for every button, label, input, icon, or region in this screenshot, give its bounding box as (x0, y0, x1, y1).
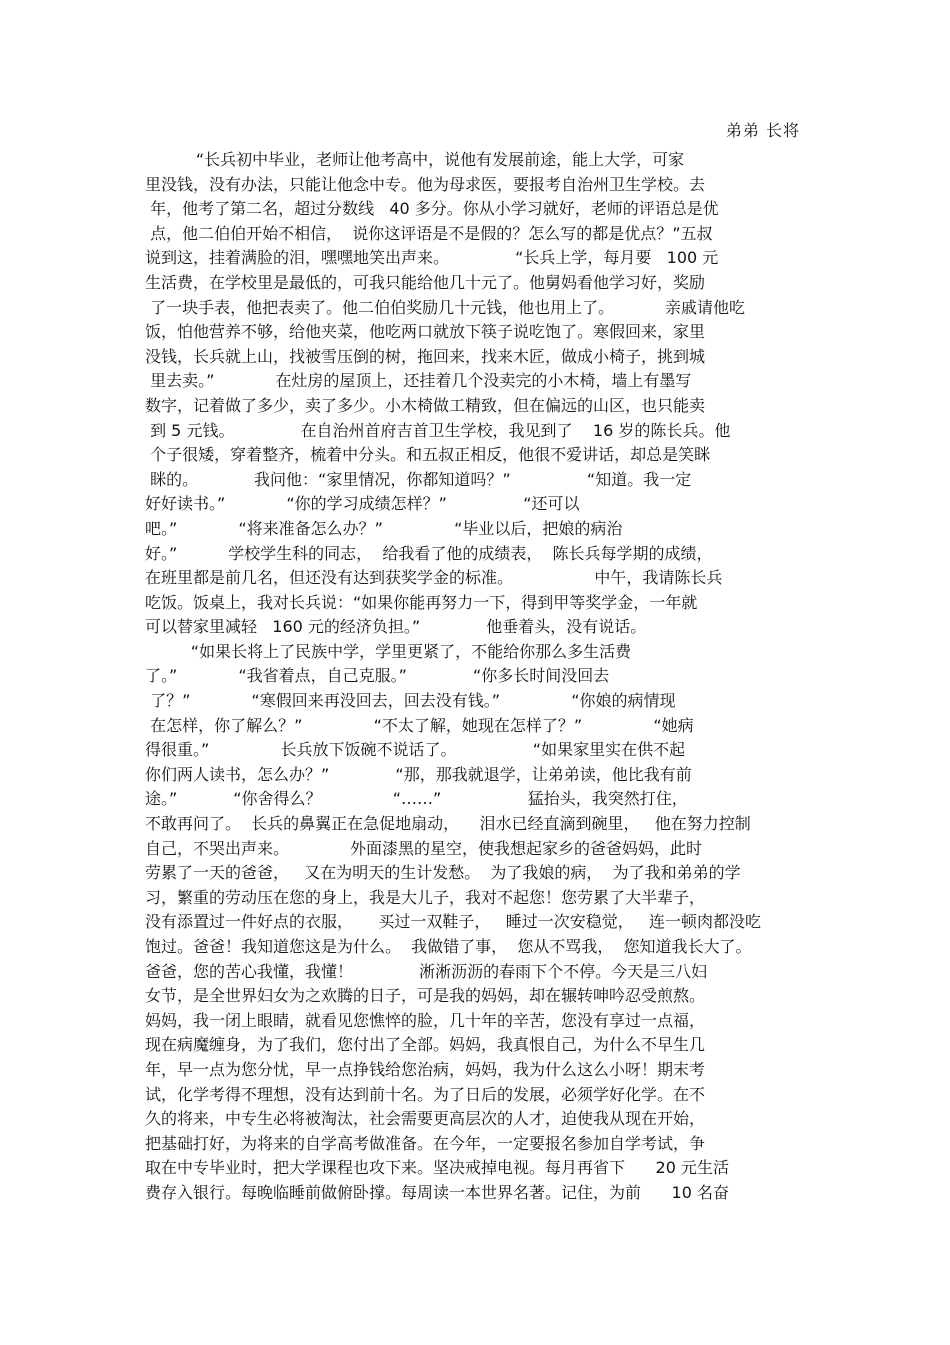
text-line: 你们两人读书，怎么办？” “那，那我就退学，让弟弟读，他比我有前 (145, 764, 692, 784)
text-line: 劳累了一天的爸爸， 又在为明天的生计发愁。 为了我娘的病， 为了我和弟弟的学 (145, 863, 741, 883)
text-line: 没有添置过一件好点的衣服， 买过一双鞋子， 睡过一次安稳觉， 连一顿肉都没吃 (145, 912, 761, 932)
text-line: 可以替家里减轻 160 元的经济负担。” 他垂着头，没有说话。 (145, 617, 647, 637)
text-line: 到 5 元钱。 在自治州首府吉首卫生学校，我见到了 16 岁的陈长兵。他 (145, 420, 731, 440)
text-line: 妈妈，我一闭上眼睛，就看见您憔悴的脸，几十年的辛苦，您没有享过一点福， (145, 1010, 706, 1030)
text-line: 年，早一点为您分忧，早一点挣钱给您治病，妈妈，我为什么这么小呀！期末考 (145, 1059, 706, 1079)
text-line: 试，化学考得不理想，没有达到前十名。为了日后的发展，必须学好化学。在不 (145, 1084, 706, 1104)
text-line: 现在病魔缠身，为了我们，您付出了全部。妈妈，我真恨自己，为什么不早生几 (145, 1035, 706, 1055)
text-line: 得很重。” 长兵放下饭碗不说话了。 “如果家里实在供不起 (145, 740, 686, 760)
text-line: 里没钱，没有办法，只能让他念中专。他为母求医，要报考自治州卫生学校。去 (145, 174, 706, 194)
text-line: 年，他考了第二名，超过分数线 40 多分。你从小学习就好，老师的评语总是优 (145, 199, 719, 219)
text-line: 爸爸，您的苦心我懂，我懂！ 淅淅沥沥的春雨下个不停。今天是三八妇 (145, 961, 708, 981)
text-line: 吃饭。饭桌上，我对长兵说：“如果你能再努力一下，得到甲等奖学金，一年就 (145, 592, 698, 612)
text-line: 个子很矮，穿着整齐，梳着中分头。和五叔正相反，他很不爱讲话，却总是笑眯 (145, 445, 711, 465)
text-line: “如果长将上了民族中学，学里更紧了，不能给你那么多生活费 (145, 641, 632, 661)
text-line: 女节，是全世界妇女为之欢腾的日子，可是我的妈妈，却在辗转呻吟忍受煎熬。 (145, 986, 706, 1006)
text-line: 点，他二伯伯开始不相信， 说你这评语是不是假的？怎么写的都是优点？”五叔 (145, 223, 713, 243)
text-line: 在怎样，你了解么？” “不太了解，她现在怎样了？” “她病 (145, 715, 694, 735)
text-line: 习，繁重的劳动压在您的身上，我是大儿子，我对不起您！您劳累了大半辈子， (145, 887, 706, 907)
text-line: 里去卖。” 在灶房的屋顶上，还挂着几个没卖完的小木椅，墙上有墨写 (145, 371, 692, 391)
text-line: 了一块手表，他把表卖了。他二伯伯奖励几十元钱，他也用上了。 亲戚请他吃 (145, 297, 745, 317)
text-line: 吧。” “将来准备怎么办？” “毕业以后，把娘的病治 (145, 518, 623, 538)
text-line: 不敢再问了。 长兵的鼻翼正在急促地扇动， 泪水已经直滴到碗里， 他在努力控制 (145, 814, 751, 834)
text-line: 取在中专毕业时，把大学课程也攻下来。坚决戒掉电视。每月再省下 20 元生活 (145, 1158, 729, 1178)
text-line: 饭，怕他营养不够，给他夹菜，他吃两口就放下筷子说吃饱了。寒假回来，家里 (145, 322, 706, 342)
text-line: “长兵初中毕业，老师让他考高中，说他有发展前途，能上大学，可家 (145, 150, 685, 169)
text-line: 没钱，长兵就上山，找被雪压倒的树，拖回来，找来木匠，做成小椅子，挑到城 (145, 346, 706, 366)
text-line: 说到这，挂着满脸的泪，嘿嘿地笑出声来。 “长兵上学，每月要 100 元 (145, 248, 719, 268)
text-line: 了？” “寒假回来再没回去，回去没有钱。” “你娘的病情现 (145, 691, 676, 711)
text-line: 费存入银行。每晚临睡前做俯卧撑。每周读一本世界名著。记住，为前 10 名奋 (145, 1182, 729, 1202)
text-line: 自己，不哭出声来。 外面漆黑的星空，使我想起家乡的爸爸妈妈，此时 (145, 838, 703, 858)
text-line: 数字，记着做了多少，卖了多少。小木椅做工精致，但在偏远的山区，也只能卖 (145, 395, 706, 415)
text-line: 好好读书。” “你的学习成绩怎样？” “还可以 (145, 494, 580, 514)
text-line: 眯的。 我问他：“家里情况，你都知道吗？” “知道。我一定 (145, 469, 692, 489)
text-line: 在班里都是前几名，但还没有达到获奖学金的标准。 中午，我请陈长兵 (145, 568, 723, 588)
document-body (145, 148, 805, 1206)
text-line: 好。” 学校学生科的同志， 给我看了他的成绩表， 陈长兵每学期的成绩， (145, 543, 713, 563)
text-line: 把基础打好，为将来的自学高考做准备。在今年，一定要报名参加自学考试，争 (145, 1133, 706, 1153)
text-line: 了。” “我省着点，自己克服。” “你多长时间没回去 (145, 666, 610, 686)
text-line: 途。” “你舍得么？ “……” 猛抬头，我突然打住， (145, 789, 688, 809)
text-line: 生活费，在学校里是最低的，可我只能给他几十元了。他舅妈看他学习好，奖励 (145, 272, 706, 292)
text-line: 久的将来，中专生必将被淘汰，社会需要更高层次的人才，迫使我从现在开始， (145, 1109, 706, 1129)
text-line: 饱过。爸爸！我知道您这是为什么。 我做错了事， 您从不骂我， 您知道我长大了。 (145, 937, 752, 956)
document-title: 弟弟 长将 (725, 121, 800, 140)
